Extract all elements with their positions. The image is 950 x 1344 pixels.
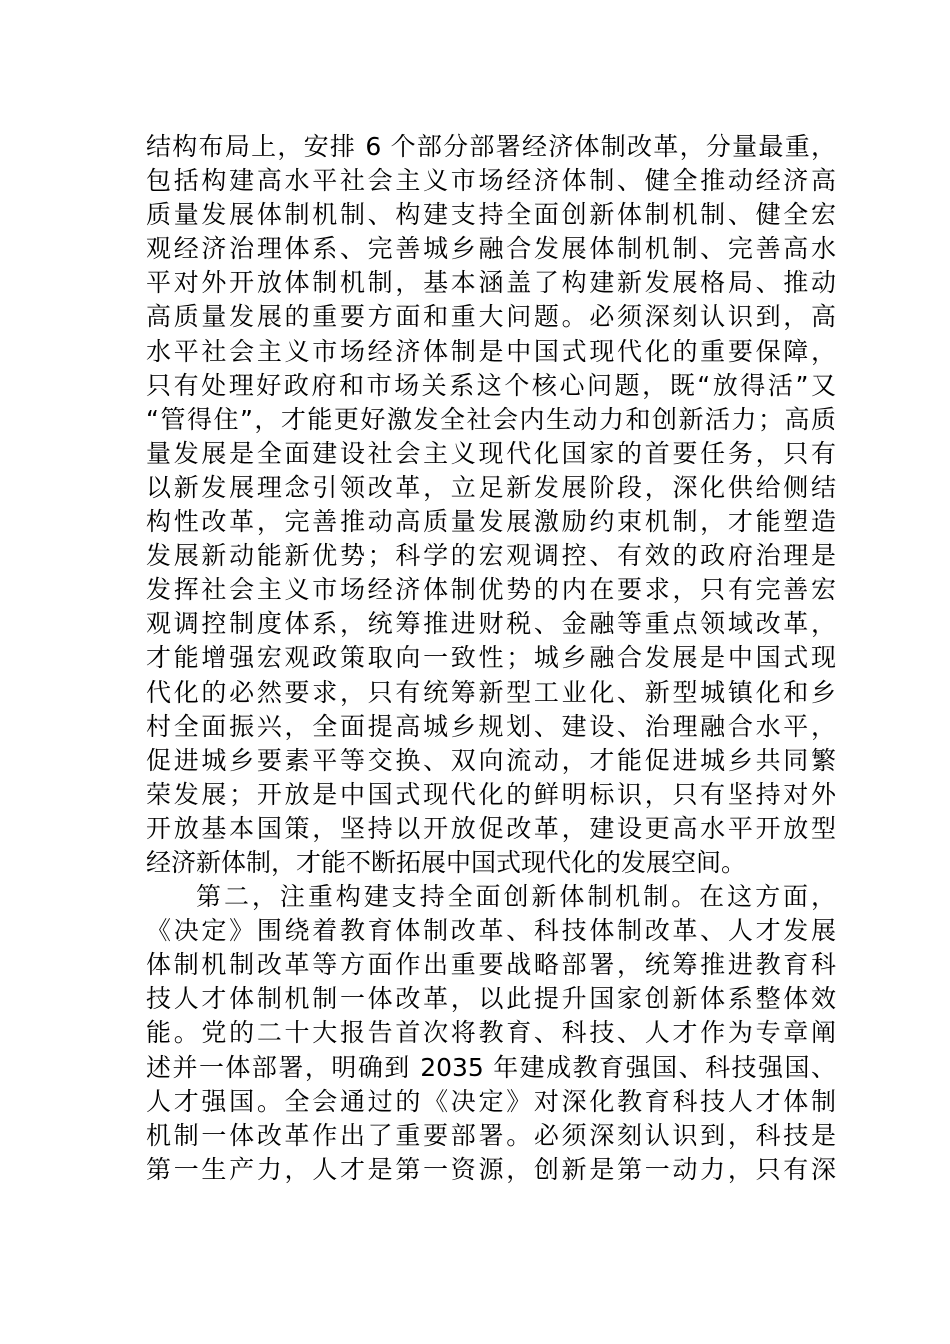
text-line: 技人才体制机制一体改革，以此提升国家创新体系整体效 bbox=[146, 984, 836, 1014]
paragraph-2 bbox=[146, 880, 836, 1187]
text-line: “管得住”，才能更好激发全社会内生动力和创新活力；高质 bbox=[146, 404, 836, 434]
text-line: 以新发展理念引领改革，立足新发展阶段，深化供给侧结 bbox=[146, 472, 836, 502]
text-line: 开放基本国策，坚持以开放促改革，建设更高水平开放型 bbox=[146, 813, 836, 843]
body-text bbox=[146, 130, 836, 1187]
text-line: 观调控制度体系，统筹推进财税、金融等重点领域改革， bbox=[146, 609, 836, 639]
text-line: 促进城乡要素平等交换、双向流动，才能促进城乡共同繁 bbox=[146, 745, 836, 775]
text-line: 结构布局上，安排 6 个部分部署经济体制改革，分量最重， bbox=[146, 132, 836, 161]
text-line: 代化的必然要求，只有统筹新型工业化、新型城镇化和乡 bbox=[146, 677, 836, 707]
text-line: 第二，注重构建支持全面创新体制机制。在这方面， bbox=[196, 882, 836, 912]
text-line: 机制一体改革作出了重要部署。必须深刻认识到，科技是 bbox=[146, 1120, 836, 1150]
text-line: 平对外开放体制机制，基本涵盖了构建新发展格局、推动 bbox=[146, 268, 836, 298]
paragraph-1 bbox=[146, 130, 836, 880]
text-line: 只有处理好政府和市场关系这个核心问题，既“放得活”又 bbox=[146, 370, 836, 400]
text-line: 构性改革，完善推动高质量发展激励约束机制，才能塑造 bbox=[146, 507, 836, 537]
text-line: 荣发展；开放是中国式现代化的鲜明标识，只有坚持对外 bbox=[146, 779, 836, 809]
text-line: 人才强国。全会通过的《决定》对深化教育科技人才体制 bbox=[146, 1086, 836, 1116]
text-line: 述并一体部署，明确到 2035 年建成教育强国、科技强国、 bbox=[146, 1052, 836, 1082]
text-line: 能。党的二十大报告首次将教育、科技、人才作为专章阐 bbox=[146, 1018, 836, 1048]
text-line: 发挥社会主义市场经济体制优势的内在要求，只有完善宏 bbox=[146, 575, 836, 605]
text-line: 村全面振兴，全面提高城乡规划、建设、治理融合水平， bbox=[146, 711, 836, 741]
text-line: 经济新体制，才能不断拓展中国式现代化的发展空间。 bbox=[146, 847, 747, 877]
text-line: 包括构建高水平社会主义市场经济体制、健全推动经济高 bbox=[146, 166, 836, 196]
text-line: 发展新动能新优势；科学的宏观调控、有效的政府治理是 bbox=[146, 541, 836, 571]
text-line: 水平社会主义市场经济体制是中国式现代化的重要保障， bbox=[146, 336, 836, 366]
text-line: 质量发展体制机制、构建支持全面创新体制机制、健全宏 bbox=[146, 200, 836, 230]
text-line: 高质量发展的重要方面和重大问题。必须深刻认识到，高 bbox=[146, 302, 836, 332]
text-line: 才能增强宏观政策取向一致性；城乡融合发展是中国式现 bbox=[146, 643, 836, 673]
text-line: 《决定》围绕着教育体制改革、科技体制改革、人才发展 bbox=[146, 916, 836, 946]
text-line: 第一生产力，人才是第一资源，创新是第一动力，只有深 bbox=[146, 1154, 836, 1184]
text-line: 体制机制改革等方面作出重要战略部署，统筹推进教育科 bbox=[146, 950, 836, 980]
text-line: 观经济治理体系、完善城乡融合发展体制机制、完善高水 bbox=[146, 234, 836, 264]
text-line: 量发展是全面建设社会主义现代化国家的首要任务，只有 bbox=[146, 438, 836, 468]
